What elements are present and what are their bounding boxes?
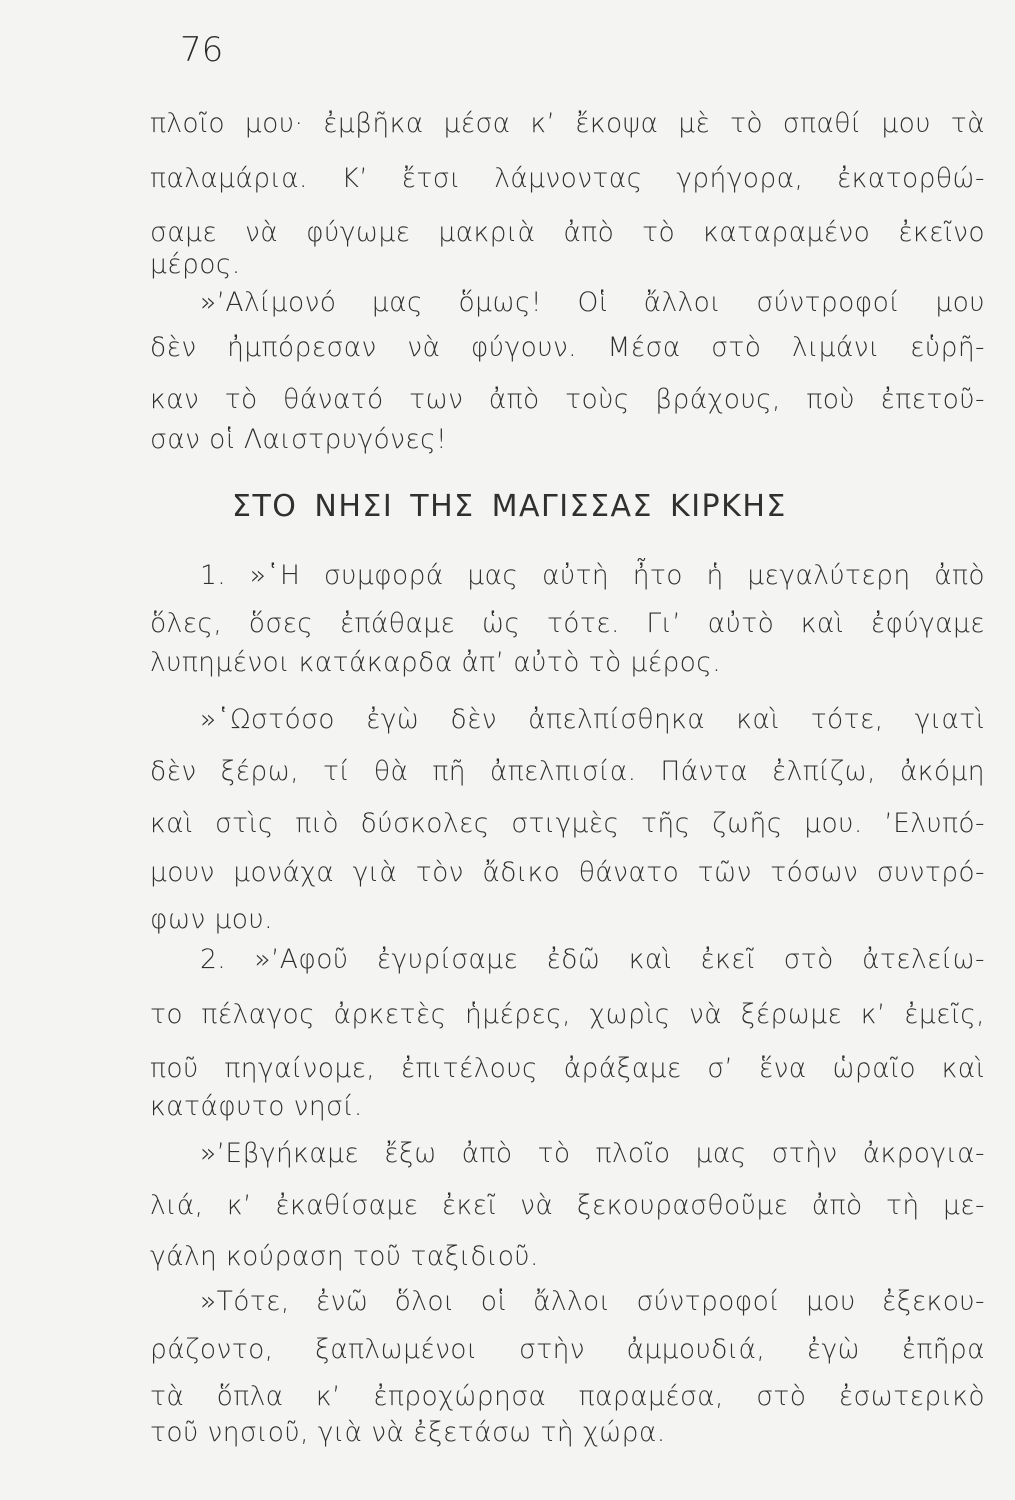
text-line: 2. »’Αφοῦ ἐγυρίσαμε ἐδῶ καὶ ἐκεῖ στὸ ἀτελείω- bbox=[200, 944, 985, 975]
text-line: φων μου. bbox=[150, 904, 273, 935]
text-line: »’Εβγήκαμε ἔξω ἀπὸ τὸ πλοῖο μας στὴν ἀκρογια- bbox=[200, 1138, 985, 1169]
text-line: μουν μονάχα γιὰ τὸν ἄδικο θάνατο τῶν τόσων συντρό- bbox=[150, 857, 985, 888]
text-line: πλοῖο μου· ἐμβῆκα μέσα κ’ ἔκοψα μὲ τὸ σπαθί μου τὰ bbox=[150, 108, 985, 139]
page-number: 76 bbox=[180, 30, 224, 70]
text-line: τὰ ὅπλα κ’ ἐπροχώρησα παραμέσα, στὸ ἐσωτερικὸ bbox=[150, 1381, 985, 1412]
text-line: δὲν ξέρω, τί θὰ πῆ ἀπελπισία. Πάντα ἐλπίζω, ἀκόμη bbox=[150, 756, 985, 787]
text-line: »῾Ωστόσο ἐγὼ δὲν ἀπελπίσθηκα καὶ τότε, γιατὶ bbox=[200, 704, 985, 735]
text-line: παλαμάρια. Κ’ ἔτσι λάμνοντας γρήγορα, ἐκατορθώ- bbox=[150, 163, 985, 194]
text-line: σαμε νὰ φύγωμε μακριὰ ἀπὸ τὸ καταραμένο ἐκεῖνο bbox=[150, 217, 985, 248]
text-line: μέρος. bbox=[150, 249, 241, 280]
text-line: 1. »῾Η συμφορά μας αὐτὴ ἦτο ἡ μεγαλύτερη ἀπὸ bbox=[200, 560, 985, 591]
text-line: λιά, κ’ ἐκαθίσαμε ἐκεῖ νὰ ξεκουρασθοῦμε ἀπὸ τὴ με- bbox=[150, 1190, 985, 1221]
section-title: ΣΤΟ ΝΗΣΙ ΤΗΣ ΜΑΓΙΣΣΑΣ ΚΙΡΚΗΣ bbox=[232, 489, 787, 524]
text-line: κατάφυτο νησί. bbox=[150, 1091, 363, 1122]
text-line: σαν οἱ Λαιστρυγόνες! bbox=[150, 424, 448, 455]
text-line: γάλη κούραση τοῦ ταξιδιοῦ. bbox=[150, 1241, 539, 1272]
text-line: ὅλες, ὅσες ἐπάθαμε ὡς τότε. Γι’ αὐτὸ καὶ ἐφύγαμε bbox=[150, 608, 985, 639]
text-line: τοῦ νησιοῦ, γιὰ νὰ ἐξετάσω τὴ χώρα. bbox=[150, 1417, 666, 1448]
text-line: καν τὸ θάνατό των ἀπὸ τοὺς βράχους, ποὺ ἐπετοῦ- bbox=[150, 384, 985, 415]
text-line: »Τότε, ἐνῶ ὅλοι οἱ ἄλλοι σύντροφοί μου ἐξεκου- bbox=[200, 1286, 985, 1317]
text-line: »’Αλίμονό μας ὅμως! Οἱ ἄλλοι σύντροφοί μου bbox=[200, 287, 985, 318]
text-line: καὶ στὶς πιὸ δύσκολες στιγμὲς τῆς ζωῆς μου. ’Ελυπό- bbox=[150, 808, 985, 839]
text-line: το πέλαγος ἀρκετὲς ἡμέρες, χωρὶς νὰ ξέρωμε κ’ ἐμεῖς, bbox=[150, 999, 985, 1030]
text-line: δὲν ἠμπόρεσαν νὰ φύγουν. Μέσα στὸ λιμάνι εὑρῆ- bbox=[150, 332, 985, 363]
text-line: ποῦ πηγαίνομε, ἐπιτέλους ἀράξαμε σ’ ἕνα ὡραῖο καὶ bbox=[150, 1053, 985, 1084]
text-line: ράζοντο, ξαπλωμένοι στὴν ἀμμουδιά, ἐγὼ ἐπῆρα bbox=[150, 1334, 985, 1365]
text-line: λυπημένοι κατάκαρδα ἀπ’ αὐτὸ τὸ μέρος. bbox=[150, 647, 722, 678]
